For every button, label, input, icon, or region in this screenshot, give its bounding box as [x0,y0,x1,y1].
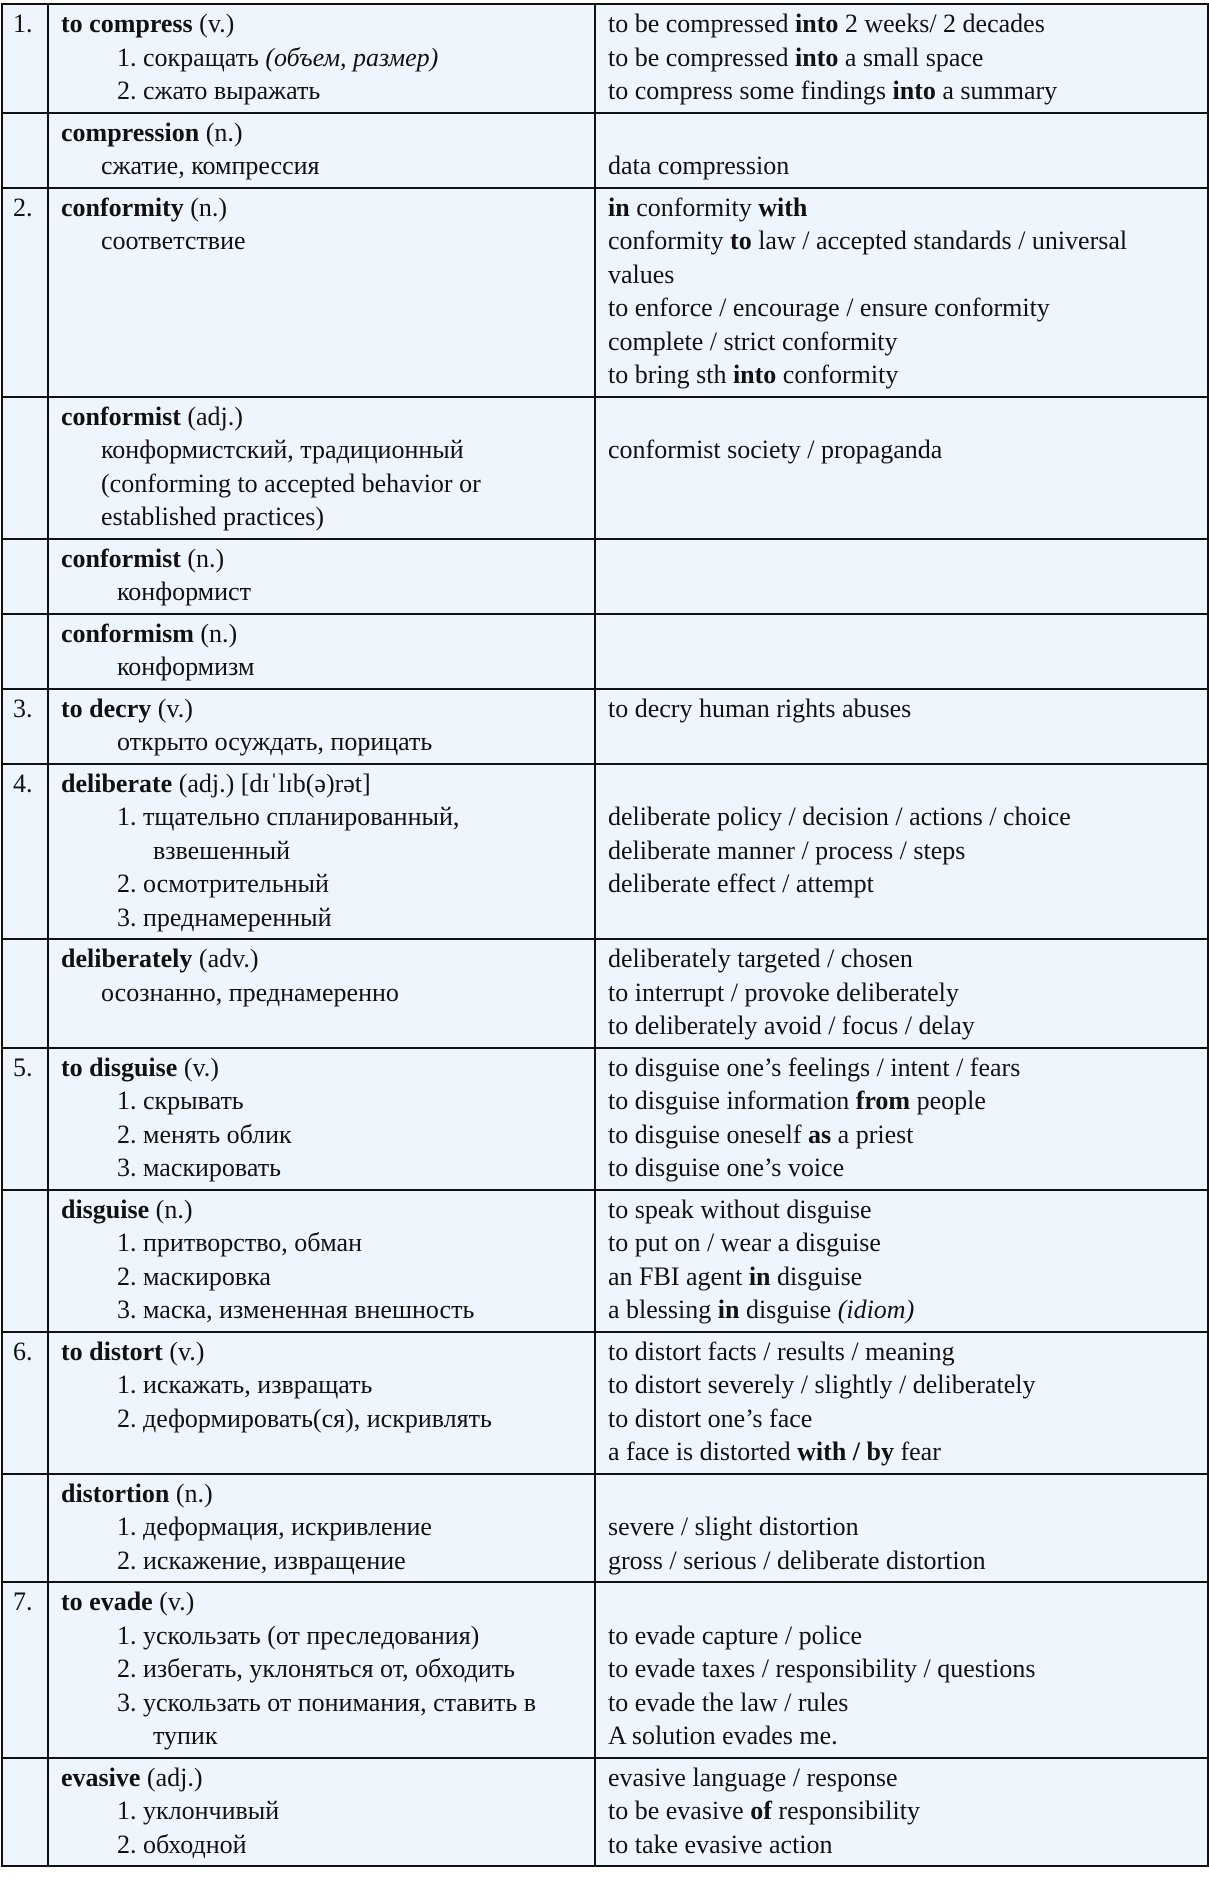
headword [61,542,582,576]
translation-line [61,1719,582,1753]
example-line [608,1051,1195,1085]
example-line [608,1368,1195,1402]
text-segment: 1. сокращать [117,42,266,72]
bold-text: in [608,192,630,222]
example-line [608,1118,1195,1152]
text-segment: (v.) [192,9,235,38]
word-cell [48,939,595,1048]
bold-text: disguise [61,1194,150,1224]
text-segment: 2. избегать, уклоняться от, обходить [117,1654,515,1683]
text-segment: a face is distorted [608,1437,798,1466]
examples-cell [595,1758,1208,1867]
entry-number: 3. [2,689,48,764]
bold-text: into [892,76,936,105]
text-segment: deliberate policy / decision / actions / choice [608,802,1071,831]
text-segment: 2. осмотрительный [117,869,329,898]
text-segment: 1. тщательно спланированный, [117,802,460,831]
text-segment: to bring sth [608,360,733,389]
translation-line [61,1226,582,1260]
text-segment: gross / serious / deliberate distortion [608,1545,986,1575]
word-cell [48,1582,595,1758]
text-segment: 2. маскировка [117,1261,271,1291]
text-segment: severe / slight distortion [608,1512,859,1541]
text-segment: (n.) [199,117,243,147]
example-line [608,358,1195,392]
example-line [608,1293,1195,1327]
word-cell [48,188,595,397]
translation-line [61,224,582,258]
example-line [608,1193,1195,1227]
text-segment: (v.) [152,1587,195,1616]
text-segment: to evade capture / police [608,1620,863,1650]
examples-cell [595,397,1208,539]
translation-line [61,901,582,935]
text-segment: 1. скрывать [117,1086,244,1115]
text-segment: (n.) [183,192,228,222]
text-segment: to interrupt / provoke deliberately [608,977,959,1007]
example-line [608,1009,1195,1043]
text-segment: (n.) [193,618,238,648]
bold-text: distortion [61,1478,170,1508]
text-segment: evasive language / response [608,1762,898,1792]
headword [61,1761,582,1795]
text-segment: A solution evades me. [608,1721,838,1750]
example-line [608,7,1195,41]
table-row [2,1190,1208,1332]
translation-line [61,575,582,609]
table-row [2,539,1208,614]
examples-cell [595,939,1208,1048]
headword [61,7,582,41]
bold-text: conformity [61,192,184,222]
headword [61,116,582,150]
headword [61,692,582,726]
bold-text: to decry [61,693,152,723]
example-line [608,433,1195,467]
text-segment: conformity [608,226,731,255]
bold-text: with [758,192,808,222]
word-cell [48,4,595,113]
translation-line [61,1260,582,1294]
example-line [608,1260,1195,1294]
text-segment: 2 weeks/ 2 decades [838,9,1045,38]
headword [61,1051,582,1085]
example-line [608,1828,1195,1862]
word-cell [48,1758,595,1867]
text-segment: 3. ускользать от понимания, ставить в [117,1687,537,1717]
bold-text: in [717,1295,740,1324]
word-cell [48,1474,595,1583]
text-segment: fear [893,1437,941,1466]
text-segment: responsibility [771,1796,920,1825]
bold-text: deliberate [61,768,173,798]
bold-text: as [808,1119,832,1149]
example-line [608,1402,1195,1436]
examples-cell [595,614,1208,689]
bold-text: to compress [61,9,193,38]
text-segment: to evade taxes / responsibility / questions [608,1654,1036,1683]
example-line [608,1226,1195,1260]
text-segment: deliberate effect / attempt [608,869,874,898]
headword [61,942,582,976]
text-segment: to take evasive action [608,1829,833,1859]
text-segment: конформист [117,577,251,606]
word-cell [48,764,595,940]
bold-text: in [748,1261,771,1291]
examples-cell [595,113,1208,188]
text-segment: to deliberately avoid / focus / delay [608,1011,975,1040]
translation-line [61,1652,582,1686]
text-segment: (n.) [149,1194,193,1224]
table-row [2,397,1208,539]
example-line [608,149,1195,183]
text-segment: 1. деформация, искривление [117,1512,432,1541]
text-segment: an FBI agent [608,1261,749,1291]
example-line [608,1585,1195,1619]
text-segment: 3. преднамеренный [117,902,332,932]
bold-text: conformist [61,401,181,431]
bold-text: evasive [61,1762,141,1792]
text-segment: conformity [776,360,899,389]
text-segment: to decry human rights abuses [608,693,912,723]
example-line [608,1335,1195,1369]
translation-line [61,1084,582,1118]
examples-cell [595,1332,1208,1474]
word-cell [48,397,595,539]
text-segment: to be compressed [608,42,796,72]
table-row [2,1474,1208,1583]
table-row [2,4,1208,113]
entry-number [2,1474,48,1583]
text-segment: осознанно, преднамеренно [101,977,399,1007]
table-row [2,614,1208,689]
example-line [608,867,1195,901]
text-segment: data compression [608,151,790,180]
example-line [608,942,1195,976]
bold-text: to [730,226,752,255]
bold-text: into [732,360,777,389]
examples-cell [595,1582,1208,1758]
entry-number [2,1758,48,1867]
examples-cell [595,188,1208,397]
translation-line [61,1402,582,1436]
text-segment: 1. ускользать (от преследования) [117,1620,480,1650]
translation-line [61,1118,582,1152]
vocabulary-table [1,3,1209,1867]
table-row [2,939,1208,1048]
text-segment: to enforce / encourage / ensure conformity [608,293,1050,322]
bold-text: into [795,9,839,38]
example-line [608,116,1195,150]
entry-number: 2. [2,188,48,397]
headword [61,1335,582,1369]
bold-text: conformism [61,618,194,648]
examples-cell [595,4,1208,113]
text-segment: открыто осуждать, порицать [117,727,433,756]
bold-text: of [750,1796,772,1825]
example-line [608,74,1195,108]
text-segment: a small space [838,42,984,72]
translation-line [61,1686,582,1720]
text-segment: (adv.) [192,944,259,973]
text-segment: (v.) [162,1336,205,1366]
example-line [608,1477,1195,1511]
example-line [608,692,1195,726]
headword [61,1585,582,1619]
example-line [608,1619,1195,1653]
example-line [608,1544,1195,1578]
table-row [2,1048,1208,1190]
translation-line [61,1544,582,1578]
example-line [608,41,1195,75]
example-line [608,976,1195,1010]
example-line [608,291,1195,325]
translation-line [61,433,582,467]
text-segment: конформистский, традиционный [101,435,464,464]
word-cell [48,113,595,188]
entry-number [2,397,48,539]
entry-number [2,539,48,614]
text-segment: conformity [629,192,759,222]
bold-text: conformist [61,543,181,573]
text-segment: values [608,259,675,289]
word-cell [48,1190,595,1332]
text-segment: 3. маска, измененная внешность [117,1295,475,1324]
text-segment: to disguise one’s voice [608,1153,845,1182]
table-row [2,764,1208,940]
example-line [608,1510,1195,1544]
headword [61,400,582,434]
text-segment: 2. обходной [117,1829,247,1859]
text-segment: (v.) [151,693,193,723]
translation-line [61,834,582,868]
text-segment: to distort severely / slightly / deliberately [608,1370,1036,1399]
text-segment: конформизм [117,652,255,681]
word-cell [48,1332,595,1474]
example-line [608,800,1195,834]
entry-number: 4. [2,764,48,940]
text-segment: deliberately targeted / chosen [608,944,913,973]
examples-cell [595,539,1208,614]
example-line [608,258,1195,292]
headword [61,767,582,801]
text-segment: 1. притворство, обман [117,1228,362,1257]
word-cell [48,539,595,614]
bold-text: into [795,42,839,72]
text-segment: (n.) [180,543,225,573]
text-segment: тупик [153,1721,218,1750]
text-segment: to distort one’s face [608,1403,813,1433]
text-segment: to put on / wear a disguise [608,1228,881,1257]
translation-line [61,41,582,75]
translation-line [61,467,582,501]
table-row [2,689,1208,764]
translation-line [61,800,582,834]
entry-number [2,113,48,188]
examples-cell [595,1190,1208,1332]
text-segment: 2. деформировать(ся), искривлять [117,1403,492,1433]
text-segment: 2. искажение, извращение [117,1545,406,1575]
table-row [2,1582,1208,1758]
text-segment: to speak without disguise [608,1194,872,1224]
translation-line [61,867,582,901]
text-segment: to disguise oneself [608,1119,809,1149]
translation-line [61,1510,582,1544]
bold-text: to evade [61,1587,153,1616]
translation-line [61,1293,582,1327]
bold-text: deliberately [61,944,193,973]
vocabulary-table-body [2,4,1208,1866]
example-line [608,1652,1195,1686]
translation-line [61,500,582,534]
translation-line [61,976,582,1010]
examples-cell [595,1474,1208,1583]
table-row [2,1332,1208,1474]
table-row [2,188,1208,397]
example-line [608,767,1195,801]
bold-text: with / by [797,1437,894,1466]
text-segment: 2. менять облик [117,1119,292,1149]
example-line [608,1686,1195,1720]
table-row [2,113,1208,188]
example-line [608,834,1195,868]
text-segment: disguise [739,1295,838,1324]
text-segment: to compress some findings [608,76,893,105]
text-segment: to be evasive [608,1796,751,1825]
word-cell [48,689,595,764]
text-segment: (adj.) [180,401,243,431]
text-segment: соответствие [101,226,246,255]
text-segment: (conforming to accepted behavior or [101,468,481,498]
text-segment: to disguise information [608,1086,856,1115]
example-line [608,1435,1195,1469]
text-segment: сжатие, компрессия [101,151,320,180]
translation-line [61,1619,582,1653]
entry-number: 5. [2,1048,48,1190]
text-segment: to distort facts / results / meaning [608,1336,955,1366]
entry-number [2,614,48,689]
text-segment: a priest [831,1119,914,1149]
text-segment: law / accepted standards / universal [751,226,1128,255]
example-line [608,1761,1195,1795]
translation-line [61,74,582,108]
bold-text: compression [61,117,200,147]
text-segment: complete / strict conformity [608,326,898,356]
italic-text: (объем, размер) [265,42,439,72]
text-segment: people [910,1086,986,1115]
example-line [608,325,1195,359]
example-line [608,224,1195,258]
text-segment: взвешенный [153,835,290,865]
example-line [608,1151,1195,1185]
bold-text: from [855,1086,911,1115]
entry-number: 1. [2,4,48,113]
italic-text: (idiom) [837,1295,915,1324]
translation-line [61,1151,582,1185]
example-line [608,400,1195,434]
example-line [608,1084,1195,1118]
text-segment: to disguise one’s feelings / intent / fears [608,1052,1021,1082]
text-segment: conformist society / propaganda [608,435,943,464]
text-segment: 1. уклончивый [117,1796,280,1825]
table-row [2,1758,1208,1867]
text-segment: 1. искажать, извращать [117,1370,373,1399]
entry-number: 7. [2,1582,48,1758]
text-segment: disguise [770,1261,863,1291]
headword [61,191,582,225]
examples-cell [595,764,1208,940]
entry-number: 6. [2,1332,48,1474]
text-segment: (adj.) [140,1762,203,1792]
headword [61,1477,582,1511]
headword [61,617,582,651]
text-segment: to be compressed [608,9,796,38]
text-segment: to evade the law / rules [608,1687,849,1717]
word-cell [48,614,595,689]
examples-cell [595,1048,1208,1190]
headword [61,1193,582,1227]
text-segment: 2. сжато выражать [117,76,321,105]
text-segment: (n.) [169,1478,213,1508]
example-line [608,1719,1195,1753]
translation-line [61,650,582,684]
bold-text: to distort [61,1336,163,1366]
examples-cell [595,689,1208,764]
example-line [608,191,1195,225]
example-line [608,1794,1195,1828]
translation-line [61,1794,582,1828]
text-segment: established practices) [101,502,325,531]
translation-line [61,1828,582,1862]
text-segment: 3. маскировать [117,1153,281,1182]
text-segment: a summary [935,76,1058,105]
word-cell [48,1048,595,1190]
entry-number [2,939,48,1048]
text-segment: (v.) [177,1052,219,1082]
translation-line [61,1368,582,1402]
entry-number [2,1190,48,1332]
bold-text: to disguise [61,1052,178,1082]
translation-line [61,149,582,183]
text-segment: a blessing [608,1295,718,1324]
translation-line [61,725,582,759]
text-segment: deliberate manner / process / steps [608,835,966,865]
text-segment: (adj.) [dɪˈlɪb(ə)rət] [172,768,371,798]
